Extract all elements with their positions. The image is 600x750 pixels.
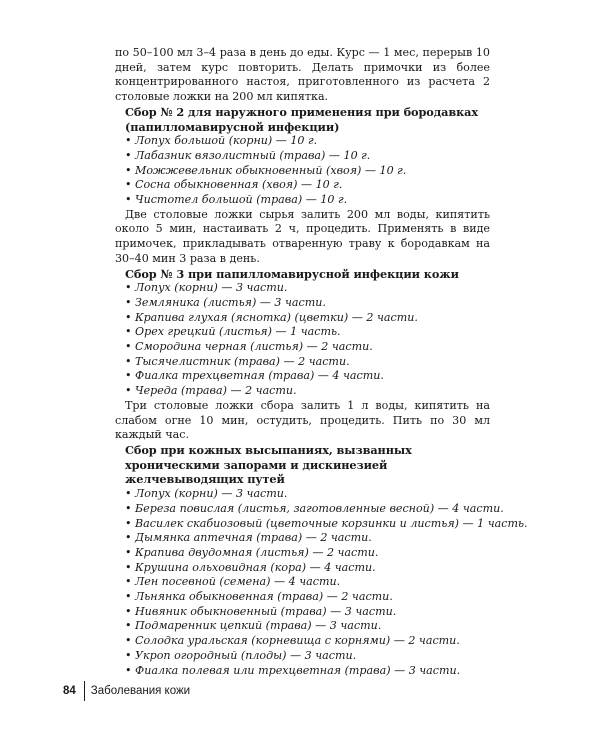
list-item-text: Лен посевной (семена) — 4 части.: [135, 575, 341, 589]
list-item: [125, 619, 490, 634]
list-item: [125, 649, 490, 664]
list-item: [125, 178, 490, 193]
bullet-marker: •: [125, 384, 132, 398]
list-item: [125, 369, 490, 384]
list-item: [125, 590, 490, 605]
list-item-text: Укроп огородный (плоды) — 3 части.: [135, 648, 357, 662]
bullet-marker: •: [125, 340, 132, 354]
list-item-text: Лопух (корни) — 3 части.: [135, 281, 288, 295]
bullet-marker: •: [125, 648, 132, 662]
list-item: [125, 605, 490, 620]
list-item: [125, 164, 490, 179]
bullet-marker: •: [125, 575, 132, 589]
bullet-marker: •: [125, 354, 132, 368]
bullet-marker: •: [125, 487, 132, 501]
bullet-marker: •: [125, 634, 132, 648]
bullet-marker: •: [125, 545, 132, 559]
list-item: [125, 531, 490, 546]
bullet-marker: •: [125, 604, 132, 618]
list-item-text: Можжевельник обыкновенный (хвоя) — 10 г.: [135, 163, 407, 177]
bullet-marker: •: [125, 148, 132, 162]
list-item: [125, 384, 490, 399]
bullet-marker: •: [125, 516, 132, 530]
section-heading-1: Сбор № 2 для наружного применения при бородавках (папилломавирусной инфекции): [125, 104, 479, 134]
bullet-marker: •: [125, 369, 132, 383]
list-item: [125, 281, 490, 296]
instructions-paragraph-1: Две столовые ложки сырья залить 200 мл воды, кипятить около 5 мин, настаивать 2 ч, процедить. Применять в виде примочек, прикладывать отваренную траву к бородавкам на 30–40 мин 3 раза в день.: [115, 207, 490, 265]
list-item: [125, 501, 504, 517]
section-heading-3: Сбор при кожных высыпаниях, вызванных хроническими запорами и дискинезией желчевыводящих путей: [125, 442, 412, 487]
list-item: [125, 340, 490, 355]
ingredient-list-3: [115, 487, 528, 678]
bullet-marker: •: [125, 663, 132, 677]
list-item-text: Лабазник вязолистный (трава) — 10 г.: [135, 148, 371, 162]
list-item-text: Орех грецкий (листья) — 1 часть.: [135, 325, 341, 339]
list-item-text: Чистотел большой (трава) — 10 г.: [135, 193, 348, 207]
ingredient-list-2: [115, 281, 490, 399]
list-item-text: Фиалка полевая или трехцветная (трава) — 3 части.: [135, 663, 461, 677]
list-item: [125, 546, 490, 561]
list-item: [125, 664, 490, 679]
page-footer: [63, 683, 190, 699]
ingredient-list-1: [115, 134, 490, 208]
list-item: [125, 355, 490, 370]
list-item-text: Нивяник обыкновенный (трава) — 3 части.: [135, 604, 397, 618]
bullet-marker: •: [125, 134, 132, 148]
list-item: [125, 575, 490, 590]
list-item-text: Смородина черная (листья) — 2 части.: [135, 340, 373, 354]
list-item-text: Солодка уральская (корневища с корнями) — 2 части.: [135, 634, 460, 648]
list-item-text: Подмаренник цепкий (трава) — 3 части.: [135, 619, 382, 633]
list-item-text: Василек скабиозовый (цветочные корзинки и листья) — 1 часть.: [135, 516, 528, 530]
list-item: [125, 149, 490, 164]
bullet-marker: •: [125, 295, 132, 309]
list-item-text: Дымянка аптечная (трава) — 2 части.: [135, 531, 372, 545]
bullet-marker: •: [125, 310, 132, 324]
bullet-marker: •: [125, 590, 132, 604]
section-heading-2: Сбор № 3 при папилломавирусной инфекции кожи: [125, 266, 459, 281]
bullet-marker: •: [125, 325, 132, 339]
list-item: [125, 193, 490, 208]
bullet-marker: •: [125, 501, 132, 515]
bullet-marker: •: [125, 163, 132, 177]
list-item: [125, 134, 490, 149]
footer-divider: [84, 681, 85, 701]
list-item-text: Лопух (корни) — 3 части.: [135, 487, 288, 501]
page-content: [115, 46, 528, 678]
intro-paragraph: по 50–100 мл 3–4 раза в день до еды. Курс — 1 мес, перерыв 10 дней, затем курс повторить. Делать примочки из более концентрированного настоя, приготовленного из расчета 2 столовые ложки на 200 мл кипятка.: [115, 46, 490, 104]
bullet-marker: •: [125, 531, 132, 545]
list-item-text: Береза повислая (листья, заготовленные весной) — 4 части.: [135, 501, 504, 515]
instructions-paragraph-2: Три столовые ложки сбора залить 1 л воды, кипятить на слабом огне 10 мин, остудить, процедить. Пить по 30 мл каждый час.: [115, 398, 490, 442]
list-item: [125, 311, 490, 326]
bullet-marker: •: [125, 193, 132, 207]
list-item-text: Земляника (листья) — 3 части.: [135, 295, 326, 309]
bullet-marker: •: [125, 281, 132, 295]
list-item: [125, 325, 490, 340]
chapter-title: Заболевания кожи: [90, 685, 191, 697]
list-item: [125, 296, 490, 311]
list-item-text: Сосна обыкновенная (хвоя) — 10 г.: [135, 178, 343, 192]
list-item-text: Льнянка обыкновенная (трава) — 2 части.: [135, 590, 393, 604]
list-item: [125, 516, 528, 532]
list-item-text: Фиалка трехцветная (трава) — 4 части.: [135, 369, 384, 383]
list-item-text: Крапива глухая (яснотка) (цветки) — 2 части.: [135, 310, 418, 324]
bullet-marker: •: [125, 560, 132, 574]
list-item-text: Череда (трава) — 2 части.: [135, 384, 297, 398]
list-item-text: Крапива двудомная (листья) — 2 части.: [135, 545, 379, 559]
bullet-marker: •: [125, 619, 132, 633]
page-number: 84: [63, 685, 76, 697]
list-item-text: Лопух большой (корни) — 10 г.: [135, 134, 318, 148]
list-item: [125, 561, 490, 576]
bullet-marker: •: [125, 178, 132, 192]
list-item-text: Тысячелистник (трава) — 2 части.: [135, 354, 350, 368]
list-item: [125, 487, 490, 502]
list-item-text: Крушина ольховидная (кора) — 4 части.: [135, 560, 376, 574]
list-item: [125, 634, 490, 649]
